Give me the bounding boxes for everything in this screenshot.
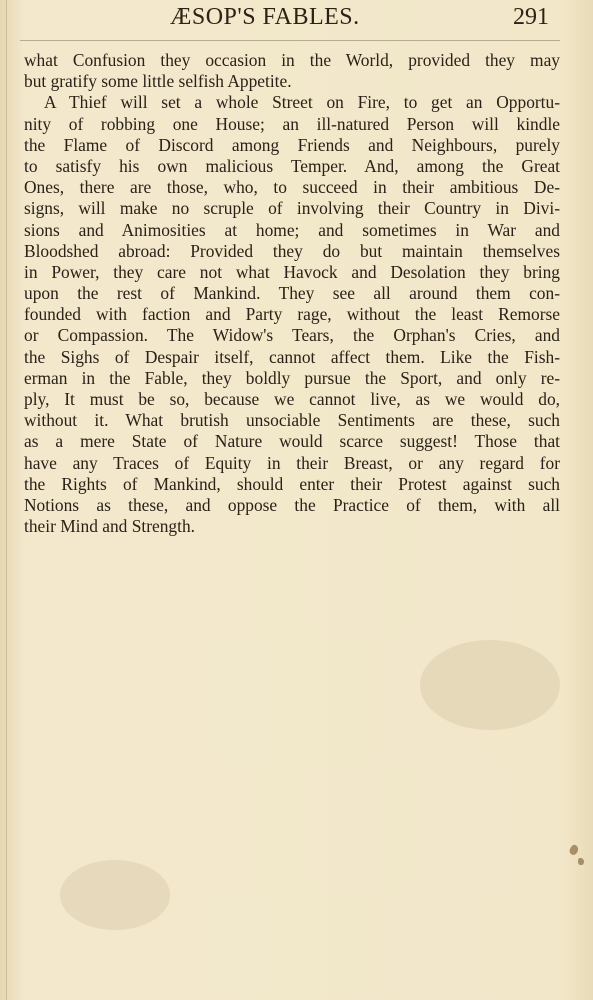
text-line: ply, It must be so, because we cannot live, as we would do, (24, 389, 560, 409)
text-line: founded with faction and Party rage, without the least Remorse (24, 304, 560, 325)
text-line: the Sighs of Despair itself, cannot affect them. Like the Fish- (24, 346, 560, 367)
ink-blot (578, 858, 584, 865)
header-rule (20, 40, 560, 41)
text-line: the Flame of Discord among Friends and Neighbours, purely (24, 134, 560, 155)
text-line: what Confusion they occasion in the World, provided they may (24, 50, 560, 70)
fable-text (24, 50, 560, 537)
text-line: erman in the Fable, they boldly pursue the Sport, and only re- (24, 367, 560, 388)
ink-blot (568, 844, 580, 857)
text-line: have any Traces of Equity in their Breast, or any regard for (24, 452, 560, 473)
text-line: their Mind and Strength. (24, 516, 195, 537)
text-line: signs, will make no scruple of involving their Country in Divi- (24, 198, 560, 219)
paper-stain (420, 640, 560, 730)
text-line: as a mere State of Nature would scarce suggest! Those that (24, 431, 560, 452)
text-line: nity of robbing one House; an ill-natured Person will kindle (24, 113, 560, 134)
text-line: A Thief will set a whole Street on Fire, to get an Opportu- (44, 92, 560, 113)
text-line: upon the rest of Mankind. They see all around them con- (24, 283, 560, 304)
gutter-edge (6, 0, 7, 1000)
text-line: Ones, there are those, who, to succeed in their ambitious De- (24, 177, 560, 198)
text-line: without it. What brutish unsociable Sentiments are these, such (24, 410, 560, 431)
running-title: ÆSOP'S FABLES. (170, 4, 360, 30)
page-header (0, 4, 593, 38)
paper-stain (60, 860, 170, 930)
text-line: but gratify some little selfish Appetite. (24, 71, 292, 92)
text-line: the Rights of Mankind, should enter their Protest against such (24, 473, 560, 494)
text-line: to satisfy his own malicious Temper. And, among the Great (24, 155, 560, 176)
text-line: sions and Animosities at home; and sometimes in War and (24, 219, 560, 240)
text-line: Bloodshed abroad: Provided they do but maintain themselves (24, 240, 560, 261)
page-number: 291 (513, 4, 549, 30)
text-line: Notions as these, and oppose the Practice of them, with all (24, 494, 560, 515)
text-line: in Power, they care not what Havock and Desolation they bring (24, 261, 560, 282)
text-line: or Compassion. The Widow's Tears, the Orphan's Cries, and (24, 325, 560, 346)
